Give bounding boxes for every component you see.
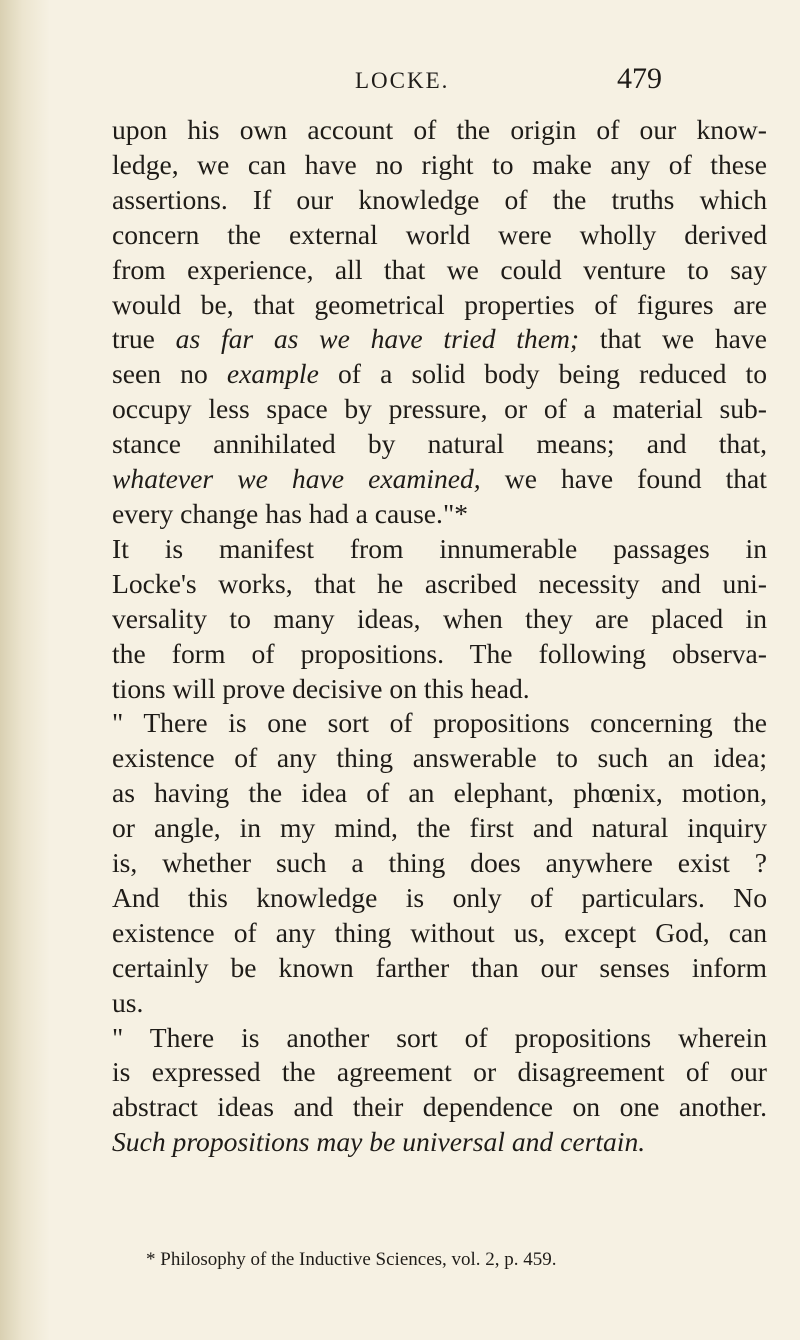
text-line: " There is another sort of propositions wherein: [112, 1021, 767, 1053]
text-line: Locke's works, that he ascribed necessity and uni-: [112, 567, 767, 599]
page-number: 479: [617, 62, 662, 95]
page-header: [355, 62, 775, 102]
body-text: [112, 113, 767, 1160]
running-head: LOCKE.: [355, 68, 450, 93]
text-line: abstract ideas and their dependence on one another.: [112, 1091, 767, 1123]
text-line: true as far as we have tried them; that we have: [112, 323, 767, 355]
text-line: is expressed the agreement or disagreement of our: [112, 1056, 767, 1088]
text-line: the form of propositions. The following observa-: [112, 637, 767, 669]
text-line: from experience, all that we could venture to say: [112, 253, 767, 285]
text-line: seen no example of a solid body being reduced to: [112, 358, 767, 390]
text-line: tions will prove decisive on this head.: [112, 672, 530, 704]
text-line: whatever we have examined, we have found that: [112, 463, 767, 495]
text-line: occupy less space by pressure, or of a material sub-: [112, 393, 767, 425]
text-line: upon his own account of the origin of our know-: [112, 114, 767, 145]
text-line: It is manifest from innumerable passages in: [112, 532, 767, 564]
text-line: ledge, we can have no right to make any of these: [112, 148, 767, 180]
text-line: every change has had a cause."*: [112, 497, 469, 529]
text-line: existence of any thing without us, except God, can: [112, 916, 767, 948]
text-line: " There is one sort of propositions concerning the: [112, 707, 767, 739]
text-line: us.: [112, 986, 144, 1018]
footnote: * Philosophy of the Inductive Sciences, vol. 2, p. 459.: [146, 1249, 557, 1270]
text-line: Such propositions may be universal and certain.: [112, 1126, 646, 1158]
text-line: or angle, in my mind, the first and natural inquiry: [112, 812, 767, 844]
text-line: versality to many ideas, when they are placed in: [112, 602, 767, 634]
text-line: assertions. If our knowledge of the truths which: [112, 183, 767, 215]
text-line: as having the idea of an elephant, phœnix, motion,: [112, 777, 767, 809]
text-line: concern the external world were wholly derived: [112, 218, 767, 250]
text-line: stance annihilated by natural means; and that,: [112, 428, 767, 460]
text-line: existence of any thing answerable to such an idea;: [112, 742, 767, 774]
text-line: certainly be known farther than our senses inform: [112, 951, 767, 983]
text-line: is, whether such a thing does anywhere exist ?: [112, 847, 767, 879]
page-gutter-shadow: [0, 0, 50, 1340]
text-line: would be, that geometrical properties of figures are: [112, 288, 767, 320]
text-line: And this knowledge is only of particulars. No: [112, 881, 767, 913]
